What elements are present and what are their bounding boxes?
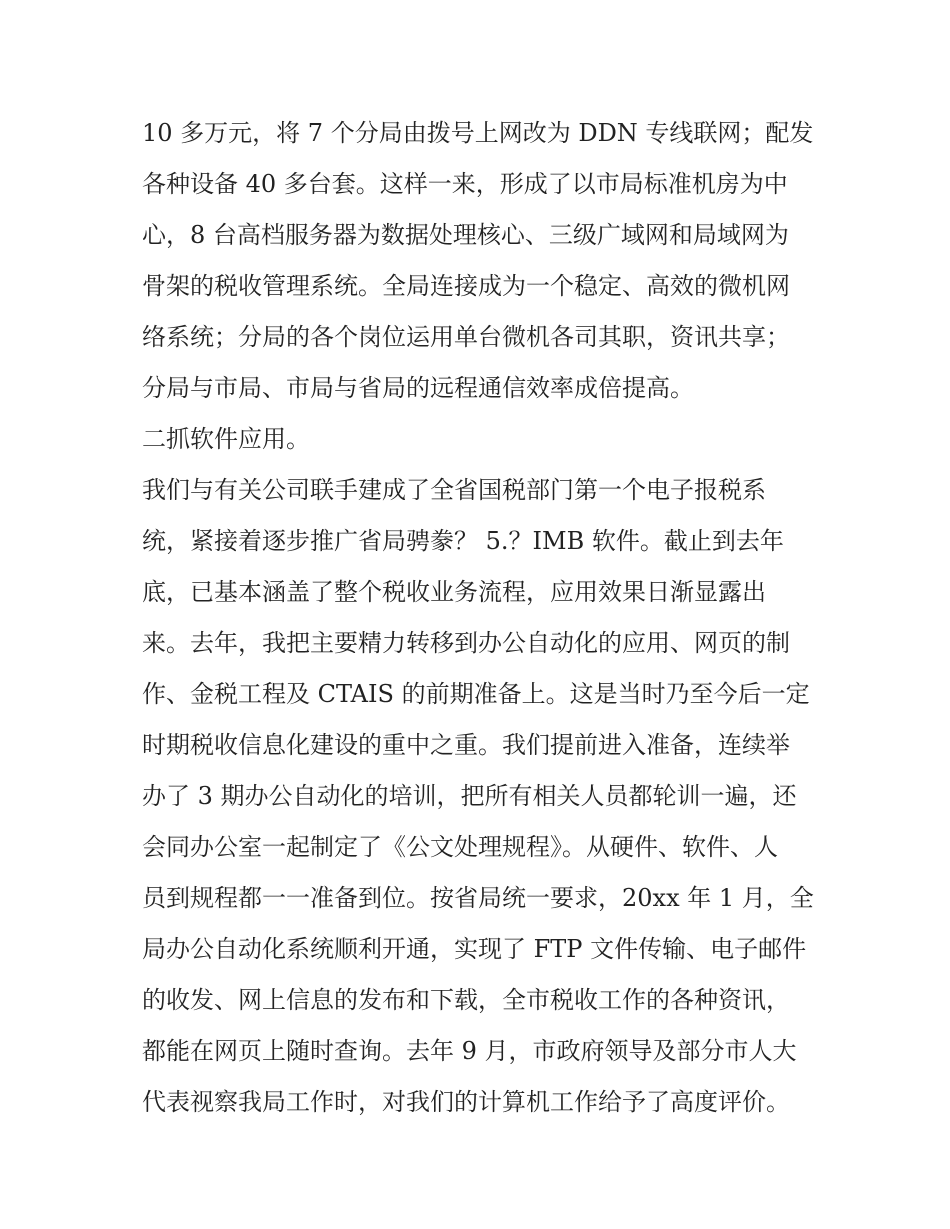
section-heading: 二抓软件应用。: [142, 425, 310, 453]
text-line: 作、金税工程及 CTAIS 的前期准备上。这是当时乃至今后一定: [142, 680, 810, 708]
text-line: 时期税收信息化建设的重中之重。我们提前进入准备，连续举: [142, 731, 790, 759]
body-text: [142, 108, 822, 1128]
text-line: 底，已基本涵盖了整个税收业务流程，应用效果日渐显露出: [142, 578, 766, 606]
text-line: 都能在网页上随时查询。去年 9 月，市政府领导及部分市人大: [142, 1037, 797, 1065]
text-line: 统，紧接着逐步推广省局骋豢？ 5.？IMB 软件。截止到去年: [142, 527, 784, 555]
text-line: 分局与市局、市局与省局的远程通信效率成倍提高。: [142, 374, 694, 402]
text-line: 骨架的税收管理系统。全局连接成为一个稳定、高效的微机网: [142, 272, 790, 300]
text-line: 10 多万元，将 7 个分局由拨号上网改为 DDN 专线联网；配发: [142, 119, 814, 147]
text-line: 局办公自动化系统顺利开通，实现了 FTP 文件传输、电子邮件: [142, 935, 807, 963]
text-line: 办了 3 期办公自动化的培训，把所有相关人员都轮训一遍，还: [142, 782, 797, 810]
text-line: 会同办公室一起制定了《公文处理规程》。从硬件、软件、人: [142, 833, 778, 861]
text-line: 来。去年，我把主要精力转移到办公自动化的应用、网页的制: [142, 629, 790, 657]
text-line: 的收发、网上信息的发布和下载，全市税收工作的各种资讯，: [142, 986, 790, 1014]
text-line: 络系统；分局的各个岗位运用单台微机各司其职，资讯共享；: [142, 323, 790, 351]
text-line: 我们与有关公司联手建成了全省国税部门第一个电子报税系: [142, 476, 766, 504]
text-line: 各种设备 40 多台套。这样一来，形成了以市局标准机房为中: [142, 170, 788, 198]
text-line: 代表视察我局工作时，对我们的计算机工作给予了高度评价。: [142, 1088, 790, 1116]
text-line: 心，8 台高档服务器为数据处理核心、三级广域网和局域网为: [142, 221, 789, 249]
text-line: 员到规程都一一准备到位。按省局统一要求，20xx 年 1 月，全: [142, 884, 814, 912]
